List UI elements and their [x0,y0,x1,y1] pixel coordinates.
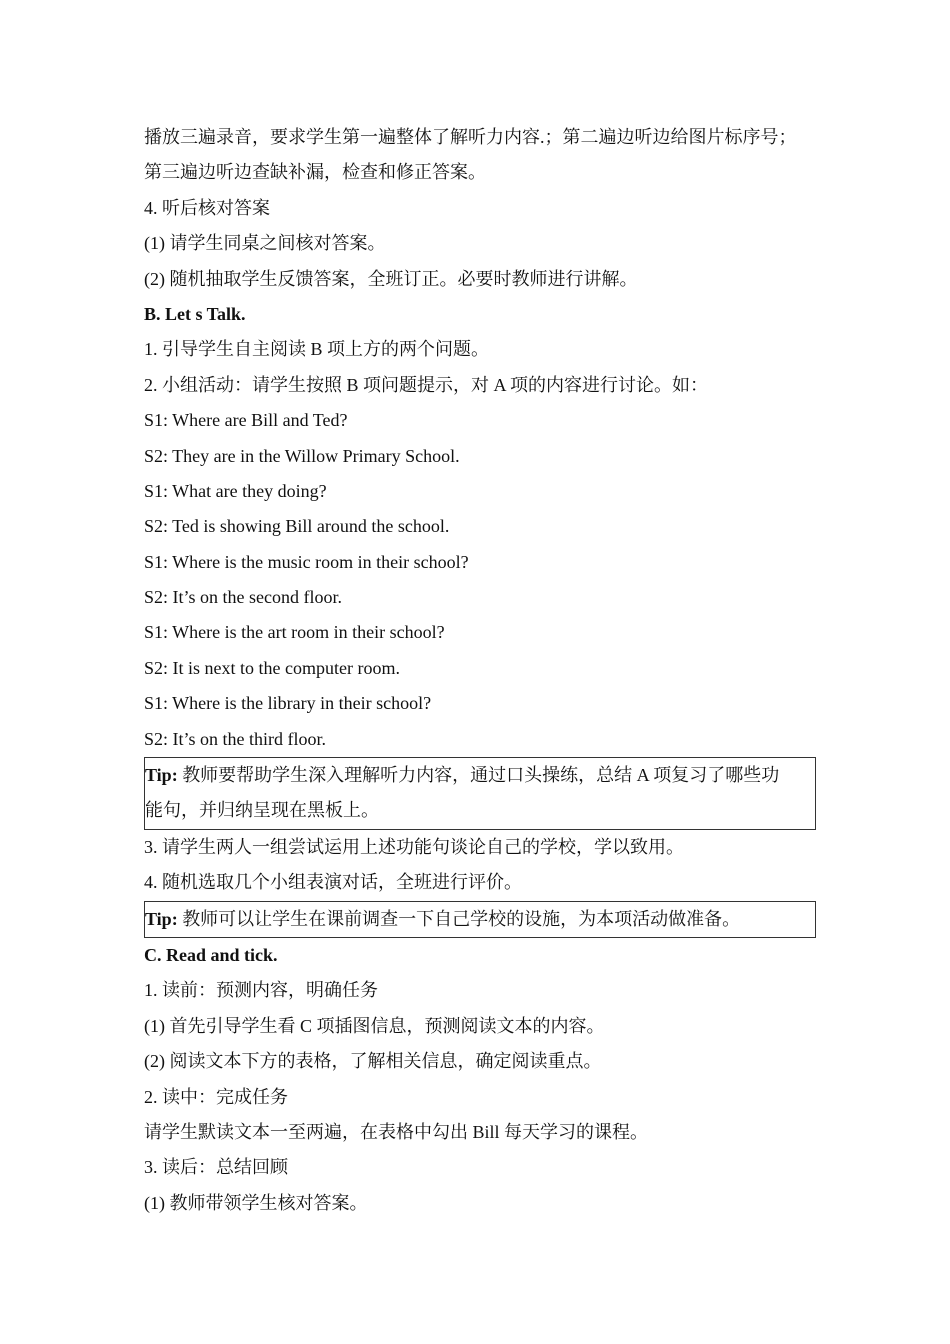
tip-line [145,902,815,937]
paragraph-line: 4. 随机选取几个小组表演对话，全班进行评价。 [144,872,522,893]
paragraph-line: 4. 听后核对答案 [144,197,270,218]
tip-label: Tip: [145,908,178,929]
paragraph-line: 3. 读后：总结回顾 [144,1157,288,1178]
dialogue-line: S2: Ted is showing Bill around the school. [144,516,450,537]
tip-box [144,901,816,938]
paragraph-line: (1) 请学生同桌之间核对答案。 [144,233,386,254]
dialogue-line: S1: What are they doing? [144,480,327,501]
tip-line: 能句，并归纳呈现在黑板上。 [145,800,379,821]
dialogue-line: S1: Where is the library in their school? [144,693,432,714]
paragraph-line: 3. 请学生两人一组尝试运用上述功能句谈论自己的学校，学以致用。 [144,836,684,857]
dialogue-line: S2: It’s on the second floor. [144,587,342,608]
dialogue-line: S1: Where are Bill and Ted? [144,410,348,431]
dialogue-line: S2: They are in the Willow Primary School. [144,445,460,466]
dialogue-line: S1: Where is the music room in their school? [144,551,469,572]
tip-line [145,758,815,793]
section-c-heading: C. Read and tick. [144,944,278,965]
dialogue-line: S1: Where is the art room in their school? [144,622,445,643]
tip-text: 教师可以让学生在课前调查一下自己学校的设施，为本项活动做准备。 [177,908,741,929]
tip-box [144,757,816,830]
paragraph-line: 2. 读中：完成任务 [144,1086,288,1107]
paragraph-line: (1) 首先引导学生看 C 项插图信息，预测阅读文本的内容。 [144,1015,605,1036]
paragraph-line: 第三遍边听边查缺补漏，检查和修正答案。 [144,162,486,183]
tip-label: Tip: [145,765,178,786]
paragraph-line: 1. 引导学生自主阅读 B 项上方的两个问题。 [144,339,490,360]
tip-text: 教师要帮助学生深入理解听力内容，通过口头操练，总结 A 项复习了哪些功 [177,765,780,786]
paragraph-line: 请学生默读文本一至两遍，在表格中勾出 Bill 每天学习的课程。 [144,1121,649,1142]
paragraph-line: (2) 阅读文本下方的表格，了解相关信息，确定阅读重点。 [144,1051,602,1072]
dialogue-line: S2: It is next to the computer room. [144,657,400,678]
paragraph-line: (1) 教师带领学生核对答案。 [144,1192,368,1213]
paragraph-line: 2. 小组活动：请学生按照 B 项问题提示，对 A 项的内容进行讨论。如： [144,374,709,395]
paragraph-line: 1. 读前：预测内容，明确任务 [144,980,378,1001]
paragraph-line: (2) 随机抽取学生反馈答案，全班订正。必要时教师进行讲解。 [144,268,638,289]
section-b-heading: B. Let s Talk. [144,303,246,324]
paragraph-line: 播放三遍录音，要求学生第一遍整体了解听力内容.；第二遍边听边给图片标序号； [144,127,797,147]
dialogue-line: S2: It’s on the third floor. [144,728,326,749]
document-body [144,120,816,1221]
